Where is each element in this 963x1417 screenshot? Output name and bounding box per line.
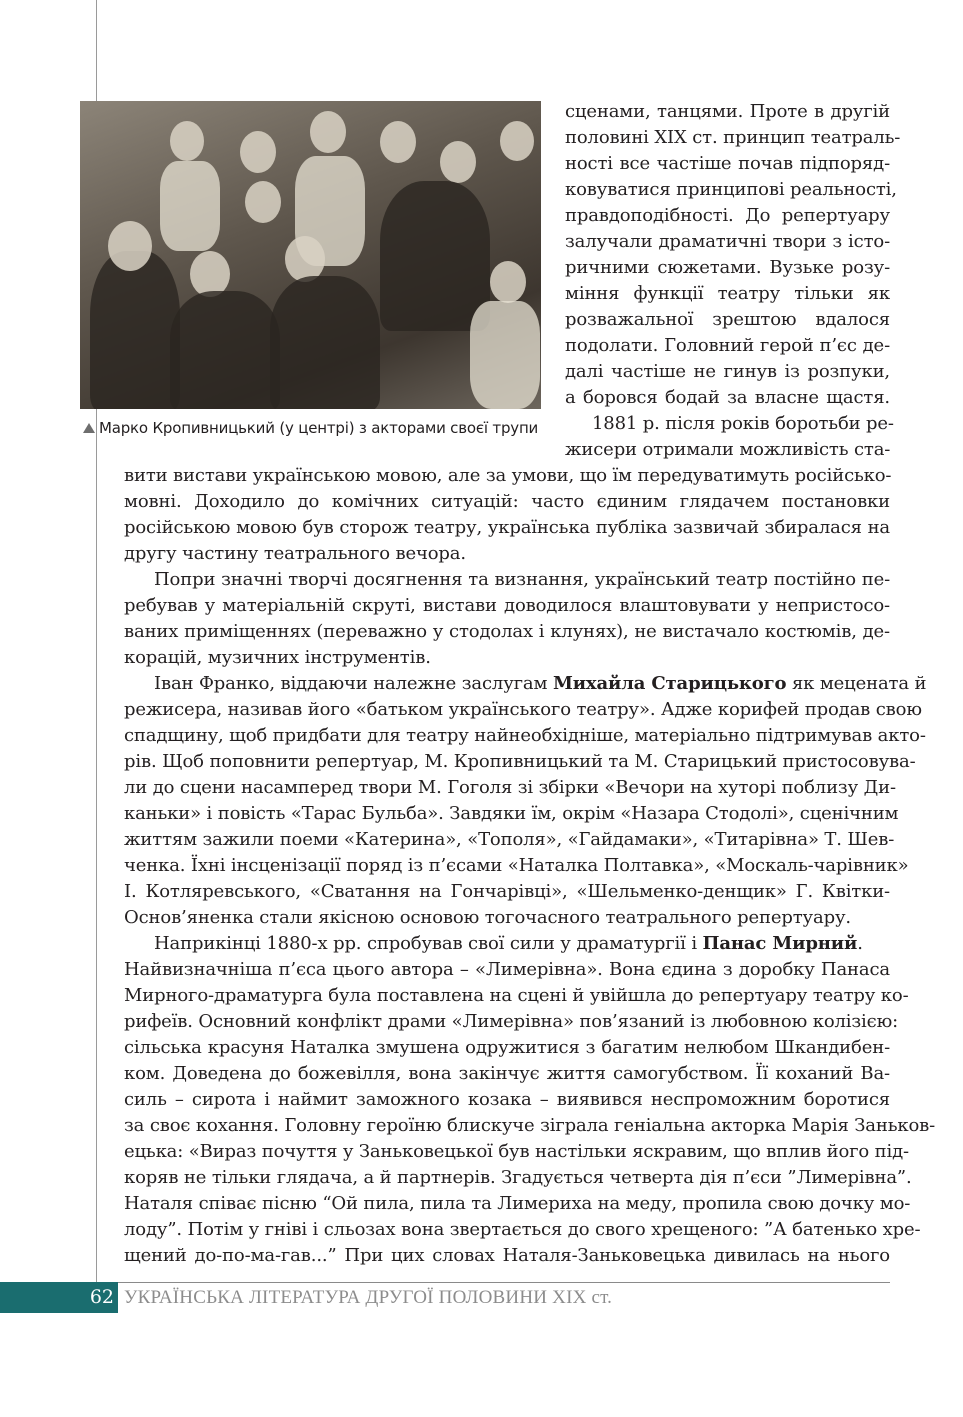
text-line: режисера, називав його «батьком українського театру». Адже корифей продав свою (124, 699, 922, 720)
text-line: Найвизначніша п’єса цього автора – «Лимерівна». Вона єдина з доробку Панаса (124, 959, 890, 980)
text-line: ецька: «Вираз почуття у Заньковецької був настільки яскравим, що вплив його під- (124, 1141, 909, 1162)
text-segment: як мецената й (791, 673, 927, 694)
text-line: правдоподібності. До репертуару (565, 205, 890, 226)
text-line: ричними сюжетами. Вузьке розу- (565, 257, 890, 278)
caption-text: Марко Кропивницький (у центрі) з акторами своєї трупи (99, 419, 539, 437)
text-line: Попри значні творчі досягнення та визнання, український театр постійно пе- (154, 569, 890, 590)
text-line: залучали драматичні твори з істо- (565, 231, 890, 252)
text-line: ності все частіше почав підпоряд- (565, 153, 890, 174)
text-line: Основ’яненка стали якісною основою тогочасного театрального репертуару. (124, 907, 851, 928)
text-line: ком. Доведена до божевілля, вона закінчує життя самогубством. Її коханий Ва- (124, 1063, 890, 1084)
text-line: Мирного-драматурга була поставлена на сцені й увійшла до репертуару театру ко- (124, 985, 909, 1006)
text-line: сценами, танцями. Проте в другій (565, 101, 890, 122)
text-line: ли до сцени насамперед твори М. Гоголя зі збірки «Вечори на хуторі поблизу Ди- (124, 777, 896, 798)
text-line: за своє кохання. Головну героїню блискуче зіграла геніальна акторка Марія Заньков- (124, 1115, 936, 1136)
text-line: каньки» і повість «Тарас Бульба». Завдяки їм, окрім «Назара Стодолі», сценічним (124, 803, 899, 824)
text-line: ченка. Їхні інсценізації поряд із п’єсами «Наталка Полтавка», «Москаль-чарівник» (124, 855, 909, 876)
text-line: а боровся бодай за власне щастя. (565, 387, 890, 408)
text-line: коряв не тільки глядача, а й партнерів. Згадується четверта дія п’єси ”Лимерівна”. (124, 1167, 912, 1188)
text-segment: . (857, 933, 863, 954)
text-line: спадщину, щоб придбати для театру найнеобхідніше, матеріально підтримував акто- (124, 725, 926, 746)
photo-caption (83, 419, 553, 437)
text-line: сільська красуня Наталка змушена одружитися з багатим нелюбом Шкандибен- (124, 1037, 890, 1058)
text-line: ребував у матеріальній скруті, вистави доводилося влаштовувати у непристосо- (124, 595, 890, 616)
text-line: вити вистави українською мовою, але за умови, що їм передуватимуть російсько- (124, 465, 892, 486)
text-segment: Наприкінці 1880-х рр. спробував свої сили у драматургії і (154, 933, 697, 954)
bold-name-myrny: Панас Мирний (702, 933, 858, 954)
text-line (154, 931, 890, 957)
text-line: щений до-по-ма-гав...” При цих словах Наталя-Заньковецька дивилась на нього (124, 1245, 890, 1266)
text-line: корацій, музичних інструментів. (124, 647, 431, 668)
text-line: рів. Щоб поповнити репертуар, М. Кропивницький та М. Старицький пристосовува- (124, 751, 916, 772)
text-line: рифеїв. Основний конфлікт драми «Лимерівна» пов’язаний із любовною колізією: (124, 1011, 899, 1032)
text-line: лоду”. Потім у гніві і сльозах вона звертається до свого хрещеного: ”А батенько хре- (124, 1219, 921, 1240)
text-segment: Іван Франко, віддаючи належне заслугам (154, 673, 548, 694)
troupe-photo (80, 101, 541, 409)
text-line (154, 671, 927, 697)
text-line: розважальної зрештою вдалося (565, 309, 890, 330)
text-line: подолати. Головний герой п’єс де- (565, 335, 890, 356)
text-line: І. Котляревського, «Сватання на Гончарівці», «Шельменко-денщик» Г. Квітки- (124, 881, 890, 902)
text-line: життям зажили поеми «Катерина», «Тополя», «Гайдамаки», «Титарівна» Т. Шев- (124, 829, 895, 850)
text-line: далі частіше не гинув із розпуки, (565, 361, 890, 382)
text-line: міння функції театру тільки як (565, 283, 890, 304)
text-line: половині XIX ст. принцип театраль- (565, 127, 901, 148)
caption-triangle-icon (83, 423, 95, 433)
text-line: ваних приміщеннях (переважно у стодолах і клунях), не вистачало костюмів, де- (124, 621, 890, 642)
running-head: УКРАЇНСЬКА ЛІТЕРАТУРА ДРУГОЇ ПОЛОВИНИ XIX ст. (124, 1287, 613, 1308)
text-line: жисери отримали можливість ста- (565, 439, 891, 460)
text-line: ковуватися принципові реальності, (565, 179, 897, 200)
text-line: 1881 р. після років боротьби ре- (592, 413, 894, 434)
text-line: другу частину театрального вечора. (124, 543, 466, 564)
text-line: російською мовою був сторож театру, українська публіка зазвичай збиралася на (124, 517, 890, 538)
bold-name-starytsky: Михайла Старицького (552, 673, 787, 694)
text-line: силь – сирота і наймит заможного козака – виявився неспроможним боротися (124, 1089, 890, 1110)
page-number: 62 (89, 1286, 114, 1308)
text-line: мовні. Доходило до комічних ситуацій: часто єдиним глядачем постановки (124, 491, 890, 512)
text-line: Наталя співає пісню “Ой пила, пила та Лимериха на меду, пропила свою дочку мо- (124, 1193, 911, 1214)
